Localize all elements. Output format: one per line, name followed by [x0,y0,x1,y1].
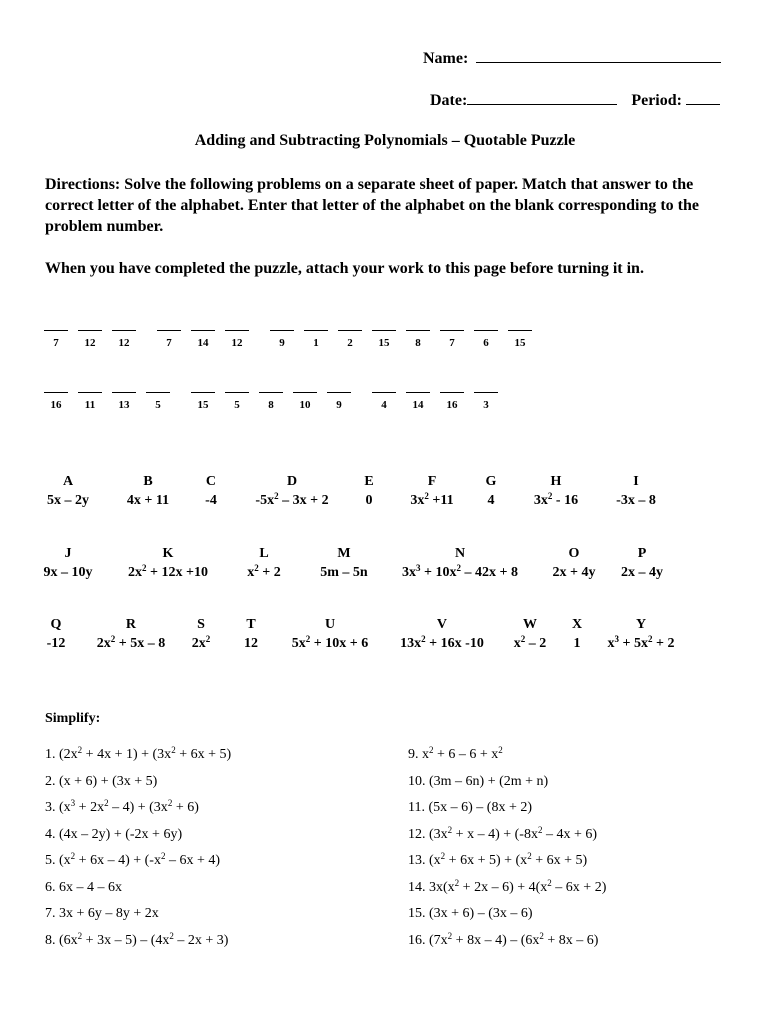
key-letter: Y [635,617,647,632]
key-answer: $2x^2 + 12x +10$ [128,563,208,580]
key-answer: $3x^3 + 10x^2 - 42x + 8$ [402,563,518,580]
problem-number-label: 16 [446,399,458,411]
puzzle-row2-blank[interactable] [440,392,464,411]
answer-key-f [410,472,453,510]
answer-line[interactable] [304,330,328,331]
key-answer: 9x – 10y [43,565,93,580]
problem-number-label: 15 [197,399,209,411]
problem-number-label: 8 [415,337,421,349]
answer-key-s [192,615,211,653]
puzzle-row2-blank[interactable] [406,392,430,411]
problem-number-label: 12 [118,337,130,349]
problem-7: 7. 3x + 6y – 8y + 2x [45,906,159,921]
key-letter: H [550,474,562,489]
answer-line[interactable] [44,330,68,331]
answer-line[interactable] [372,330,396,331]
puzzle-row1-blank[interactable] [270,330,294,349]
puzzle-row1-blank[interactable] [225,330,249,349]
key-answer: 2x – 4y [621,565,663,580]
puzzle-row2-blank[interactable] [293,392,317,411]
key-answer: 4 [487,493,495,508]
answer-key-a [47,472,89,510]
key-answer: 1 [573,636,581,651]
problem-number-label: 15 [378,337,390,349]
period-label: Period: [631,92,682,109]
worksheet-title: Adding and Subtracting Polynomials – Quotable Puzzle [194,132,576,149]
problem-8: 8. $(6x^2 + 3x - 5) - (4x^2 - 2x + 3)$ [45,930,229,948]
problem-number-label: 9 [279,337,285,349]
problem-6: 6. 6x – 4 – 6x [45,879,122,895]
key-letter: R [125,617,137,632]
key-letter: U [324,617,336,632]
answer-line[interactable] [440,330,464,331]
problem-number-label: 7 [53,337,59,349]
puzzle-row2-blank[interactable] [372,392,396,411]
key-letter: K [162,546,174,561]
answer-line[interactable] [112,392,136,393]
answer-key-j [44,544,93,582]
puzzle-row1-blank[interactable] [474,330,498,349]
puzzle-row1-blank[interactable] [440,330,464,349]
answer-line[interactable] [191,330,215,331]
answer-key-g [486,472,497,510]
problem-number-label: 4 [381,399,387,411]
key-answer: 0 [365,493,373,508]
key-letter: J [64,546,72,561]
key-letter: W [523,617,537,632]
answer-line[interactable] [406,392,430,393]
answer-line[interactable] [270,330,294,331]
problem-number-label: 13 [118,399,130,411]
period-blank[interactable] [686,90,720,105]
problem-number-label: 16 [50,399,62,411]
key-letter: D [286,474,298,489]
key-letter: P [637,546,647,561]
problem-3: 3. $(x^3 + 2x^2 - 4) + (3x^2 + 6)$ [45,798,199,815]
puzzle-row1-blank[interactable] [372,330,396,349]
answer-key-w [514,615,547,653]
answer-line[interactable] [225,392,249,393]
answer-key-b [127,472,169,510]
answer-key-x [572,615,582,653]
problem-number-label: 11 [84,399,96,411]
key-answer: 5x – 2y [47,493,89,508]
answer-line[interactable] [474,392,498,393]
puzzle-row1-blank[interactable] [44,330,68,349]
puzzle-row2-blank[interactable] [474,392,498,411]
answer-line[interactable] [474,330,498,331]
key-letter: G [485,474,497,489]
answer-key-r [97,615,165,653]
key-answer: 2x + 4y [552,565,596,580]
key-letter: T [246,617,256,632]
answer-key-l [247,544,280,582]
problem-4: 4. (4x – 2y) + (-2x + 6y) [45,826,183,842]
puzzle-row2-blank[interactable] [146,392,170,411]
problem-number-label: 1 [313,337,319,349]
problem-number-label: 5 [234,399,240,411]
answer-line[interactable] [259,392,283,393]
key-answer: -12 [46,636,66,651]
answer-line[interactable] [372,392,396,393]
problem-number-label: 9 [336,399,342,411]
puzzle-row2-blank[interactable] [112,392,136,411]
problem-number-label: 7 [166,337,172,349]
answer-line[interactable] [44,392,68,393]
key-answer: $3x^2 - 16$ [533,491,579,508]
key-answer: 12 [244,636,258,651]
problem-2: 2. (x + 6) + (3x + 5) [45,773,158,789]
date-period-field [430,90,720,110]
problem-number-label: 3 [483,399,489,411]
answer-line[interactable] [327,392,351,393]
key-letter: F [427,474,437,489]
answer-line[interactable] [191,392,215,393]
answer-line[interactable] [440,392,464,393]
problem-16: 16. $(7x^2 + 8x - 4) - (6x^2 + 8x - 6)$ [408,930,599,948]
key-answer: $x^2 - 2$ [513,634,547,651]
answer-line[interactable] [406,330,430,331]
answer-line[interactable] [146,392,170,393]
puzzle-row1-blank[interactable] [338,330,362,349]
puzzle-row2-blank[interactable] [327,392,351,411]
puzzle-row1-blank[interactable] [112,330,136,349]
key-letter: B [143,474,153,489]
problem-5: 5. $(x^2 + 6x - 4) + (-x^2 - 6x + 4)$ [45,851,221,868]
problem-11: 11. (5x – 6) – (8x + 2) [408,800,533,815]
key-letter: V [436,617,448,632]
answer-line[interactable] [112,330,136,331]
key-letter: N [454,546,466,561]
instruction-text: When you have completed the puzzle, attach your work to this page before turning it in. [45,260,644,277]
puzzle-row2-blank[interactable] [259,392,283,411]
name-field [423,48,721,68]
key-letter: A [62,474,74,489]
answer-key-d [255,472,328,510]
puzzle-row1-blank[interactable] [157,330,181,349]
answer-line[interactable] [338,330,362,331]
answer-line[interactable] [293,392,317,393]
answer-line[interactable] [225,330,249,331]
problem-number-label: 14 [197,337,209,349]
puzzle-row1-blank[interactable] [508,330,532,349]
key-answer: $-5x^2 - 3x + 2$ [255,491,329,508]
key-answer: -3x – 8 [616,493,656,508]
problem-number-label: 2 [347,337,353,349]
key-answer: $x^3 + 5x^2 + 2$ [607,634,675,651]
answer-key-p [621,544,663,582]
problem-number-label: 15 [514,337,526,349]
problem-number-label: 14 [412,399,424,411]
answer-key-t [244,615,258,653]
key-answer: $2x^2 + 5x - 8$ [96,634,166,651]
puzzle-row2-blank[interactable] [78,392,102,411]
date-blank[interactable] [467,90,617,105]
answer-key-e [364,472,373,510]
problem-1: 1. $(2x^2 + 4x + 1) + (3x^2 + 6x + 5)$ [45,745,232,762]
key-answer: $5x^2 + 10x + 6$ [291,634,369,651]
puzzle-row1-blank[interactable] [78,330,102,349]
answer-key-k [128,544,208,582]
key-letter: E [364,474,374,489]
key-letter: M [337,546,351,561]
name-blank[interactable] [476,48,721,63]
answer-line[interactable] [157,330,181,331]
answer-line[interactable] [508,330,532,331]
key-answer: 4x + 11 [126,493,170,508]
key-answer: $2x^2$ [191,634,211,651]
key-answer: $x^2 + 2$ [247,563,281,580]
answer-line[interactable] [78,392,102,393]
problem-number-label: 12 [84,337,96,349]
problem-number-label: 5 [155,399,161,411]
name-label: Name: [423,50,469,67]
problem-9: 9. $x^2 + 6 - 6 + x^2$ [408,745,503,762]
answer-key-q [47,615,66,653]
key-letter: I [633,474,639,489]
answer-key-u [292,615,368,653]
answer-key-v [400,615,484,653]
answer-key-n [402,544,518,582]
answer-key-o [553,544,596,582]
puzzle-row2-blank[interactable] [191,392,215,411]
key-letter: X [571,617,583,632]
key-letter: C [205,474,217,489]
answer-key-m [320,544,367,582]
problem-number-label: 8 [268,399,274,411]
puzzle-row2-blank[interactable] [225,392,249,411]
key-letter: L [259,546,269,561]
problem-15: 15. (3x + 6) – (3x – 6) [408,906,533,921]
puzzle-row1-blank[interactable] [304,330,328,349]
puzzle-row1-blank[interactable] [191,330,215,349]
simplify-label: Simplify: [45,711,101,726]
problem-10: 10. (3m – 6n) + (2m + n) [408,773,549,789]
answer-key-c [205,472,217,510]
key-letter: S [197,617,205,632]
problem-12: 12. $(3x^2 + x - 4) + (-8x^2 - 4x + 6)$ [408,824,598,842]
answer-line[interactable] [78,330,102,331]
key-letter: Q [50,617,62,632]
puzzle-row2-blank[interactable] [44,392,68,411]
answer-key-i [616,472,656,510]
problem-14: 14. $3x(x^2 + 2x - 6) + 4(x^2 - 6x + 2)$ [408,877,607,895]
key-answer: 5m – 5n [320,565,368,580]
problem-number-label: 7 [449,337,455,349]
problem-number-label: 10 [299,399,311,411]
key-answer: -4 [205,493,217,508]
problem-13: 13. $(x^2 + 6x + 5) + (x^2 + 6x + 5)$ [408,851,588,868]
key-answer: $3x^2 +11$ [410,491,454,508]
date-label: Date: [430,92,468,109]
key-answer: $13x^2 + 16x$ -10 [400,634,484,651]
key-letter: O [568,546,580,561]
problem-number-label: 12 [231,337,243,349]
puzzle-row1-blank[interactable] [406,330,430,349]
directions-text: Directions: Solve the following problems on a separate sheet of paper. Match that answer to the correct letter of the alphabet. Enter that letter of the alphabet on the blank corresponding to the problem number. [45,176,700,235]
answer-key-y [608,615,675,653]
answer-key-h [534,472,578,510]
problem-number-label: 6 [483,337,489,349]
